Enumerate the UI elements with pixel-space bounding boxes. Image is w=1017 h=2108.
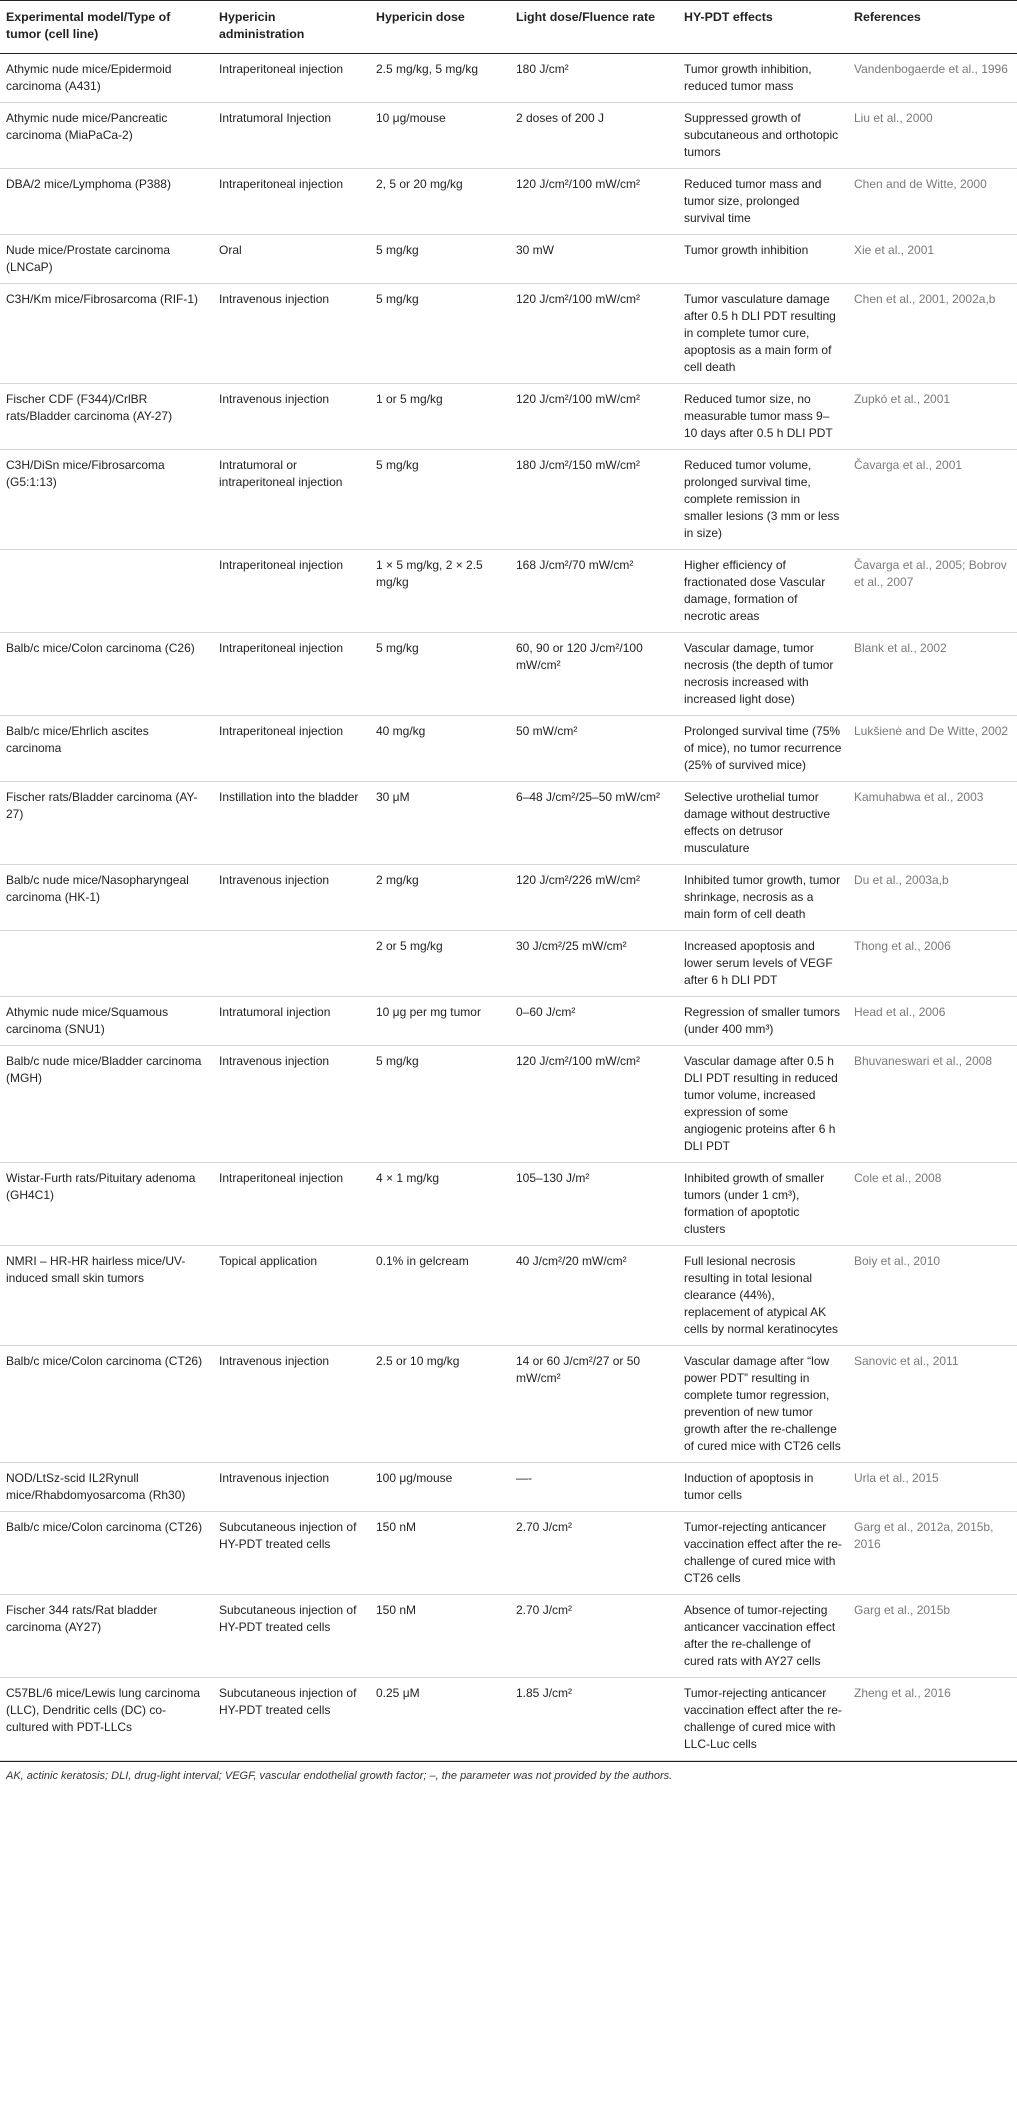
cell-administration: Intravenous injection xyxy=(213,1346,370,1463)
cell-effects: Vascular damage after 0.5 h DLI PDT resulting in reduced tumor volume, increased expression of some angiogenic proteins after 6 h DLI PDT xyxy=(678,1046,848,1163)
table-row xyxy=(0,997,1017,1046)
cell-administration: Intraperitoneal injection xyxy=(213,54,370,103)
cell-administration: Oral xyxy=(213,235,370,284)
table-row xyxy=(0,1346,1017,1463)
cell-effects: Vascular damage, tumor necrosis (the depth of tumor necrosis increased with increased light dose) xyxy=(678,633,848,716)
col-header-dose: Hypericin dose xyxy=(370,1,510,54)
cell-light-dose: 168 J/cm²/70 mW/cm² xyxy=(510,550,678,633)
cell-reference: Liu et al., 2000 xyxy=(848,103,1017,169)
cell-light-dose: 180 J/cm²/150 mW/cm² xyxy=(510,450,678,550)
table-body xyxy=(0,54,1017,1761)
col-header-effects: HY-PDT effects xyxy=(678,1,848,54)
cell-light-dose: 14 or 60 J/cm²/27 or 50 mW/cm² xyxy=(510,1346,678,1463)
cell-reference: Head et al., 2006 xyxy=(848,997,1017,1046)
header-row xyxy=(0,1,1017,54)
cell-reference: Lukšienė and De Witte, 2002 xyxy=(848,716,1017,782)
cell-model: Athymic nude mice/Pancreatic carcinoma (MiaPaCa-2) xyxy=(0,103,213,169)
table-row xyxy=(0,103,1017,169)
cell-dose: 2.5 or 10 mg/kg xyxy=(370,1346,510,1463)
cell-model: Nude mice/Prostate carcinoma (LNCaP) xyxy=(0,235,213,284)
cell-reference: Garg et al., 2015b xyxy=(848,1595,1017,1678)
cell-reference: Sanovic et al., 2011 xyxy=(848,1346,1017,1463)
cell-light-dose: 180 J/cm² xyxy=(510,54,678,103)
cell-light-dose: 120 J/cm²/100 mW/cm² xyxy=(510,284,678,384)
cell-light-dose: 2.70 J/cm² xyxy=(510,1595,678,1678)
table-row xyxy=(0,550,1017,633)
cell-effects: Induction of apoptosis in tumor cells xyxy=(678,1463,848,1512)
cell-effects: Selective urothelial tumor damage without destructive effects on detrusor musculature xyxy=(678,782,848,865)
cell-effects: Vascular damage after “low power PDT” resulting in complete tumor regression, prevention of new tumor growth after the re-challenge of cured mice with CT26 cells xyxy=(678,1346,848,1463)
cell-administration: Intravenous injection xyxy=(213,1463,370,1512)
cell-administration: Intravenous injection xyxy=(213,284,370,384)
cell-dose: 2 or 5 mg/kg xyxy=(370,931,510,997)
cell-administration: Intratumoral injection xyxy=(213,997,370,1046)
cell-administration: Subcutaneous injection of HY-PDT treated cells xyxy=(213,1512,370,1595)
cell-model: Balb/c nude mice/Bladder carcinoma (MGH) xyxy=(0,1046,213,1163)
table-row xyxy=(0,450,1017,550)
cell-model: Fischer CDF (F344)/CrlBR rats/Bladder carcinoma (AY-27) xyxy=(0,384,213,450)
cell-effects: Reduced tumor mass and tumor size, prolonged survival time xyxy=(678,169,848,235)
cell-dose: 2.5 mg/kg, 5 mg/kg xyxy=(370,54,510,103)
cell-reference: Kamuhabwa et al., 2003 xyxy=(848,782,1017,865)
cell-light-dose: 2.70 J/cm² xyxy=(510,1512,678,1595)
cell-light-dose: 6–48 J/cm²/25–50 mW/cm² xyxy=(510,782,678,865)
cell-effects: Suppressed growth of subcutaneous and orthotopic tumors xyxy=(678,103,848,169)
cell-model: Wistar-Furth rats/Pituitary adenoma (GH4C1) xyxy=(0,1163,213,1246)
table-row xyxy=(0,1512,1017,1595)
cell-light-dose: 30 mW xyxy=(510,235,678,284)
cell-effects: Regression of smaller tumors (under 400 mm³) xyxy=(678,997,848,1046)
cell-administration: Intravenous injection xyxy=(213,1046,370,1163)
table-row xyxy=(0,1463,1017,1512)
cell-dose: 1 or 5 mg/kg xyxy=(370,384,510,450)
table-row xyxy=(0,782,1017,865)
col-header-references: References xyxy=(848,1,1017,54)
cell-effects: Tumor-rejecting anticancer vaccination effect after the re-challenge of cured mice with LLC-Luc cells xyxy=(678,1678,848,1761)
cell-dose: 30 μM xyxy=(370,782,510,865)
cell-reference: Vandenbogaerde et al., 1996 xyxy=(848,54,1017,103)
cell-dose: 5 mg/kg xyxy=(370,450,510,550)
table-row xyxy=(0,235,1017,284)
cell-reference: Bhuvaneswari et al., 2008 xyxy=(848,1046,1017,1163)
table-row xyxy=(0,384,1017,450)
cell-model: Balb/c mice/Colon carcinoma (C26) xyxy=(0,633,213,716)
cell-model: C3H/DiSn mice/Fibrosarcoma (G5:1:13) xyxy=(0,450,213,550)
cell-dose: 10 μg per mg tumor xyxy=(370,997,510,1046)
table-row xyxy=(0,1046,1017,1163)
cell-light-dose: 50 mW/cm² xyxy=(510,716,678,782)
cell-reference: Xie et al., 2001 xyxy=(848,235,1017,284)
cell-administration: Intraperitoneal injection xyxy=(213,633,370,716)
cell-dose: 150 nM xyxy=(370,1595,510,1678)
cell-light-dose: 30 J/cm²/25 mW/cm² xyxy=(510,931,678,997)
cell-administration: Intraperitoneal injection xyxy=(213,1163,370,1246)
cell-effects: Full lesional necrosis resulting in total lesional clearance (44%), replacement of atypical AK cells by normal keratinocytes xyxy=(678,1246,848,1346)
cell-model: C57BL/6 mice/Lewis lung carcinoma (LLC), Dendritic cells (DC) co-cultured with PDT-LLCs xyxy=(0,1678,213,1761)
cell-reference: Čavarga et al., 2005; Bobrov et al., 2007 xyxy=(848,550,1017,633)
cell-dose: 0.25 μM xyxy=(370,1678,510,1761)
cell-reference: Zheng et al., 2016 xyxy=(848,1678,1017,1761)
col-header-light-dose: Light dose/Fluence rate xyxy=(510,1,678,54)
cell-model: NOD/LtSz-scid IL2Rynull mice/Rhabdomyosarcoma (Rh30) xyxy=(0,1463,213,1512)
cell-effects: Prolonged survival time (75% of mice), no tumor recurrence (25% of survived mice) xyxy=(678,716,848,782)
cell-administration: Intratumoral Injection xyxy=(213,103,370,169)
cell-reference: Zupkó et al., 2001 xyxy=(848,384,1017,450)
cell-model: Athymic nude mice/Epidermoid carcinoma (A431) xyxy=(0,54,213,103)
cell-light-dose: 40 J/cm²/20 mW/cm² xyxy=(510,1246,678,1346)
cell-dose: 5 mg/kg xyxy=(370,633,510,716)
cell-model: C3H/Km mice/Fibrosarcoma (RIF-1) xyxy=(0,284,213,384)
table-row xyxy=(0,1595,1017,1678)
cell-administration: Instillation into the bladder xyxy=(213,782,370,865)
cell-effects: Tumor growth inhibition, reduced tumor mass xyxy=(678,54,848,103)
cell-effects: Inhibited growth of smaller tumors (under 1 cm³), formation of apoptotic clusters xyxy=(678,1163,848,1246)
cell-dose: 40 mg/kg xyxy=(370,716,510,782)
cell-administration: Subcutaneous injection of HY-PDT treated cells xyxy=(213,1678,370,1761)
table-row xyxy=(0,1246,1017,1346)
cell-administration: Intravenous injection xyxy=(213,865,370,931)
cell-model: Balb/c mice/Ehrlich ascites carcinoma xyxy=(0,716,213,782)
cell-reference: Boiy et al., 2010 xyxy=(848,1246,1017,1346)
table-row xyxy=(0,169,1017,235)
cell-light-dose: 60, 90 or 120 J/cm²/100 mW/cm² xyxy=(510,633,678,716)
cell-dose: 2, 5 or 20 mg/kg xyxy=(370,169,510,235)
cell-effects: Increased apoptosis and lower serum levels of VEGF after 6 h DLI PDT xyxy=(678,931,848,997)
cell-dose: 5 mg/kg xyxy=(370,235,510,284)
cell-dose: 4 × 1 mg/kg xyxy=(370,1163,510,1246)
cell-light-dose: 105–130 J/m² xyxy=(510,1163,678,1246)
cell-reference: Garg et al., 2012a, 2015b, 2016 xyxy=(848,1512,1017,1595)
table-footnote: AK, actinic keratosis; DLI, drug-light interval; VEGF, vascular endothelial growth factor; –, the parameter was not provided by the authors. xyxy=(0,1761,1017,1785)
cell-effects: Tumor growth inhibition xyxy=(678,235,848,284)
table-row xyxy=(0,716,1017,782)
cell-light-dose: 120 J/cm²/226 mW/cm² xyxy=(510,865,678,931)
col-header-administration: Hypericin administration xyxy=(213,1,370,54)
cell-effects: Reduced tumor volume, prolonged survival time, complete remission in smaller lesions (3 mm or less in size) xyxy=(678,450,848,550)
cell-model: Fischer rats/Bladder carcinoma (AY-27) xyxy=(0,782,213,865)
cell-dose: 10 μg/mouse xyxy=(370,103,510,169)
cell-dose: 100 μg/mouse xyxy=(370,1463,510,1512)
table-row xyxy=(0,284,1017,384)
cell-administration: Intraperitoneal injection xyxy=(213,169,370,235)
col-header-model: Experimental model/Type of tumor (cell line) xyxy=(0,1,213,54)
table-row xyxy=(0,633,1017,716)
cell-reference: Čavarga et al., 2001 xyxy=(848,450,1017,550)
cell-light-dose: 120 J/cm²/100 mW/cm² xyxy=(510,1046,678,1163)
cell-model: Athymic nude mice/Squamous carcinoma (SNU1) xyxy=(0,997,213,1046)
cell-administration: Topical application xyxy=(213,1246,370,1346)
cell-reference: Chen et al., 2001, 2002a,b xyxy=(848,284,1017,384)
table-row xyxy=(0,1163,1017,1246)
table-row xyxy=(0,931,1017,997)
cell-light-dose: 1.85 J/cm² xyxy=(510,1678,678,1761)
cell-model: Balb/c mice/Colon carcinoma (CT26) xyxy=(0,1512,213,1595)
cell-dose: 5 mg/kg xyxy=(370,284,510,384)
cell-model: Balb/c mice/Colon carcinoma (CT26) xyxy=(0,1346,213,1463)
cell-reference: Cole et al., 2008 xyxy=(848,1163,1017,1246)
cell-light-dose: 2 doses of 200 J xyxy=(510,103,678,169)
table-row xyxy=(0,54,1017,103)
cell-effects: Higher efficiency of fractionated dose Vascular damage, formation of necrotic areas xyxy=(678,550,848,633)
cell-dose: 2 mg/kg xyxy=(370,865,510,931)
cell-administration xyxy=(213,931,370,997)
cell-dose: 1 × 5 mg/kg, 2 × 2.5 mg/kg xyxy=(370,550,510,633)
cell-dose: 150 nM xyxy=(370,1512,510,1595)
cell-model: Fischer 344 rats/Rat bladder carcinoma (AY27) xyxy=(0,1595,213,1678)
table-row xyxy=(0,1678,1017,1761)
cell-administration: Intraperitoneal injection xyxy=(213,716,370,782)
cell-effects: Tumor-rejecting anticancer vaccination effect after the re-challenge of cured mice with CT26 cells xyxy=(678,1512,848,1595)
table-row xyxy=(0,865,1017,931)
cell-light-dose: 0–60 J/cm² xyxy=(510,997,678,1046)
cell-administration: Intravenous injection xyxy=(213,384,370,450)
cell-light-dose: 120 J/cm²/100 mW/cm² xyxy=(510,169,678,235)
cell-light-dose: 120 J/cm²/100 mW/cm² xyxy=(510,384,678,450)
cell-administration: Subcutaneous injection of HY-PDT treated cells xyxy=(213,1595,370,1678)
cell-dose: 5 mg/kg xyxy=(370,1046,510,1163)
cell-reference: Urla et al., 2015 xyxy=(848,1463,1017,1512)
cell-administration: Intraperitoneal injection xyxy=(213,550,370,633)
cell-model: Balb/c nude mice/Nasopharyngeal carcinoma (HK-1) xyxy=(0,865,213,931)
cell-effects: Inhibited tumor growth, tumor shrinkage, necrosis as a main form of cell death xyxy=(678,865,848,931)
cell-effects: Tumor vasculature damage after 0.5 h DLI PDT resulting in complete tumor cure, apoptosis as a main form of cell death xyxy=(678,284,848,384)
cell-reference: Chen and de Witte, 2000 xyxy=(848,169,1017,235)
cell-dose: 0.1% in gelcream xyxy=(370,1246,510,1346)
cell-model xyxy=(0,550,213,633)
cell-effects: Reduced tumor size, no measurable tumor mass 9–10 days after 0.5 h DLI PDT xyxy=(678,384,848,450)
cell-reference: Du et al., 2003a,b xyxy=(848,865,1017,931)
cell-effects: Absence of tumor-rejecting anticancer vaccination effect after the re-challenge of cured rats with AY27 cells xyxy=(678,1595,848,1678)
cell-model: DBA/2 mice/Lymphoma (P388) xyxy=(0,169,213,235)
cell-light-dose: —- xyxy=(510,1463,678,1512)
cell-reference: Thong et al., 2006 xyxy=(848,931,1017,997)
cell-model: NMRI – HR-HR hairless mice/UV-induced small skin tumors xyxy=(0,1246,213,1346)
table-header xyxy=(0,1,1017,54)
cell-model xyxy=(0,931,213,997)
cell-reference: Blank et al., 2002 xyxy=(848,633,1017,716)
cell-administration: Intratumoral or intraperitoneal injection xyxy=(213,450,370,550)
